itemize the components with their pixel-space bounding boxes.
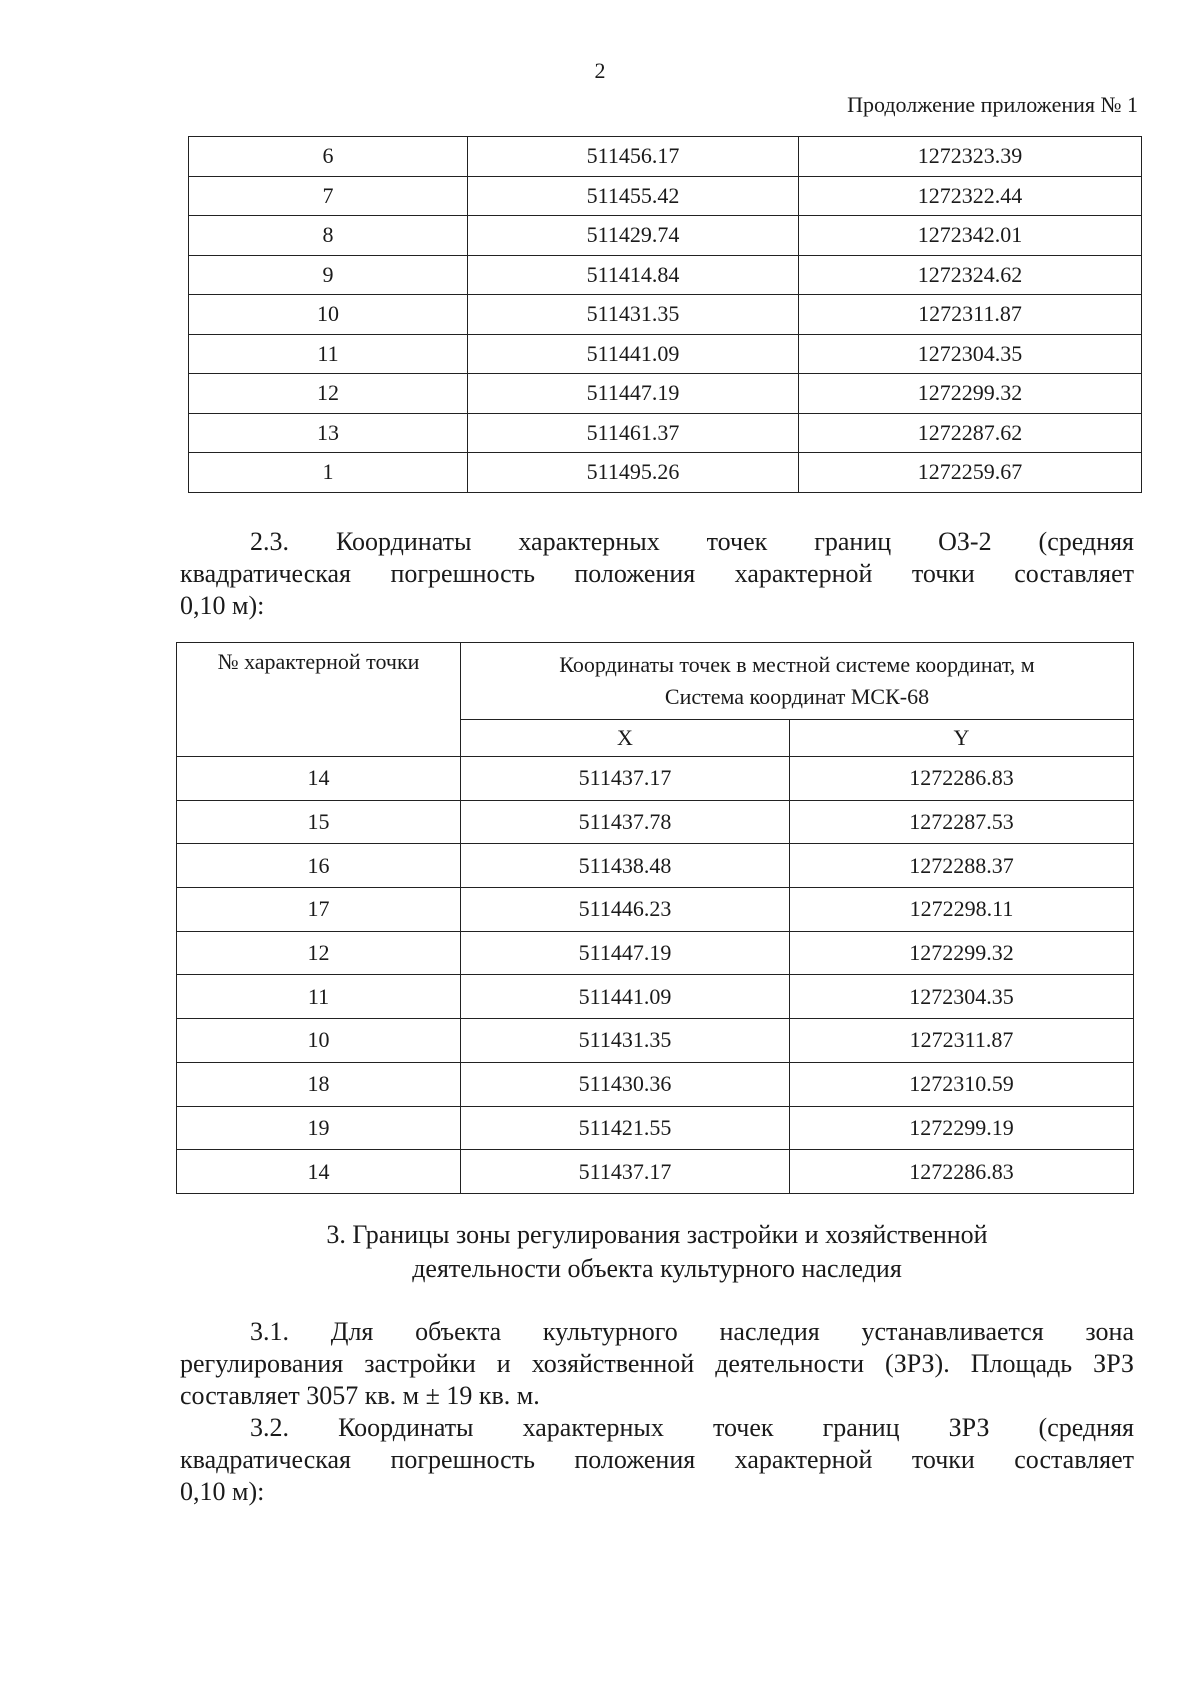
point-number-cell: 17 [177,888,461,932]
x-coordinate-cell: 511455.42 [468,176,799,216]
point-number-cell: 14 [177,1150,461,1194]
y-coordinate-cell: 1272311.87 [790,1019,1134,1063]
table-row [177,888,1134,932]
table-row [177,844,1134,888]
point-number-cell: 18 [177,1062,461,1106]
coordinates-table-oz2 [176,642,1134,1194]
x-coordinate-cell: 511421.55 [461,1106,790,1150]
y-coordinate-cell: 1272342.01 [799,216,1142,256]
table-row [177,975,1134,1019]
table-row [177,1106,1134,1150]
paragraph-line: 3.1. Для объекта культурного наследия устанавливается зона [250,1317,1134,1346]
point-number-cell: 11 [189,334,468,374]
point-number-cell: 7 [189,176,468,216]
paragraph-line: регулирования застройки и хозяйственной деятельности (ЗРЗ). Площадь ЗРЗ [180,1349,1134,1378]
header-point-number: № характерной точки [177,643,461,757]
point-number-cell: 6 [189,137,468,177]
heading-line: 3. Границы зоны регулирования застройки и хозяйственной [326,1220,988,1249]
y-coordinate-cell: 1272299.19 [790,1106,1134,1150]
y-coordinate-cell: 1272286.83 [790,757,1134,801]
y-coordinate-cell: 1272322.44 [799,176,1142,216]
paragraph-line: квадратическая погрешность положения характерной точки составляет [180,1445,1134,1474]
header-x: X [461,720,790,757]
x-coordinate-cell: 511456.17 [468,137,799,177]
point-number-cell: 13 [189,413,468,453]
point-number-cell: 15 [177,800,461,844]
y-coordinate-cell: 1272323.39 [799,137,1142,177]
header-coords-line: Координаты точек в местной системе координат, м [559,652,1035,677]
x-coordinate-cell: 511461.37 [468,413,799,453]
table-row [177,800,1134,844]
point-number-cell: 16 [177,844,461,888]
y-coordinate-cell: 1272288.37 [790,844,1134,888]
table-row [189,413,1142,453]
page-number: 2 [594,58,606,83]
y-coordinate-cell: 1272286.83 [790,1150,1134,1194]
y-coordinate-cell: 1272324.62 [799,255,1142,295]
paragraph-3-2 [180,1412,1134,1508]
x-coordinate-cell: 511437.78 [461,800,790,844]
x-coordinate-cell: 511431.35 [461,1019,790,1063]
table-row [177,931,1134,975]
paragraph-line: составляет 3057 кв. м ± 19 кв. м. [180,1381,540,1410]
header-coords-line: Система координат МСК-68 [664,684,930,709]
x-coordinate-cell: 511441.09 [461,975,790,1019]
table-row [189,137,1142,177]
x-coordinate-cell: 511495.26 [468,453,799,493]
table-row [189,255,1142,295]
paragraph-line: 2.3. Координаты характерных точек границ ОЗ-2 (средняя [250,527,1134,556]
coordinates-table-oz1-continued [188,136,1142,493]
y-coordinate-cell: 1272311.87 [799,295,1142,335]
table-row [177,1150,1134,1194]
y-coordinate-cell: 1272287.53 [790,800,1134,844]
table-row [189,374,1142,414]
y-coordinate-cell: 1272259.67 [799,453,1142,493]
point-number-cell: 12 [177,931,461,975]
point-number-cell: 10 [189,295,468,335]
x-coordinate-cell: 511437.17 [461,1150,790,1194]
point-number-cell: 9 [189,255,468,295]
y-coordinate-cell: 1272304.35 [799,334,1142,374]
x-coordinate-cell: 511447.19 [461,931,790,975]
table-row [189,295,1142,335]
table-row [189,176,1142,216]
appendix-continuation-label: Продолжение приложения № 1 [847,92,1138,117]
x-coordinate-cell: 511414.84 [468,255,799,295]
table-row [177,757,1134,801]
x-coordinate-cell: 511430.36 [461,1062,790,1106]
point-number-cell: 10 [177,1019,461,1063]
table-row [177,1062,1134,1106]
table-row [189,453,1142,493]
point-number-cell: 19 [177,1106,461,1150]
header-coordinate-system [461,643,1134,720]
y-coordinate-cell: 1272287.62 [799,413,1142,453]
x-coordinate-cell: 511446.23 [461,888,790,932]
x-coordinate-cell: 511441.09 [468,334,799,374]
x-coordinate-cell: 511438.48 [461,844,790,888]
x-coordinate-cell: 511437.17 [461,757,790,801]
table-row [189,334,1142,374]
header-y: Y [790,720,1134,757]
table-row [177,1019,1134,1063]
paragraph-line: квадратическая погрешность положения характерной точки составляет [180,559,1134,588]
y-coordinate-cell: 1272299.32 [790,931,1134,975]
point-number-cell: 8 [189,216,468,256]
point-number-cell: 11 [177,975,461,1019]
section-3-heading [180,1218,1134,1286]
x-coordinate-cell: 511431.35 [468,295,799,335]
paragraph-line: 0,10 м): [180,591,265,620]
point-number-cell: 12 [189,374,468,414]
point-number-cell: 1 [189,453,468,493]
table-row [189,216,1142,256]
paragraph-line: 0,10 м): [180,1477,265,1506]
x-coordinate-cell: 511447.19 [468,374,799,414]
y-coordinate-cell: 1272298.11 [790,888,1134,932]
heading-line: деятельности объекта культурного наследия [412,1254,902,1283]
x-coordinate-cell: 511429.74 [468,216,799,256]
y-coordinate-cell: 1272304.35 [790,975,1134,1019]
y-coordinate-cell: 1272310.59 [790,1062,1134,1106]
paragraph-2-3 [180,526,1134,622]
point-number-cell: 14 [177,757,461,801]
paragraph-line: 3.2. Координаты характерных точек границ ЗРЗ (средняя [250,1413,1134,1442]
paragraph-3-1 [180,1316,1134,1412]
y-coordinate-cell: 1272299.32 [799,374,1142,414]
